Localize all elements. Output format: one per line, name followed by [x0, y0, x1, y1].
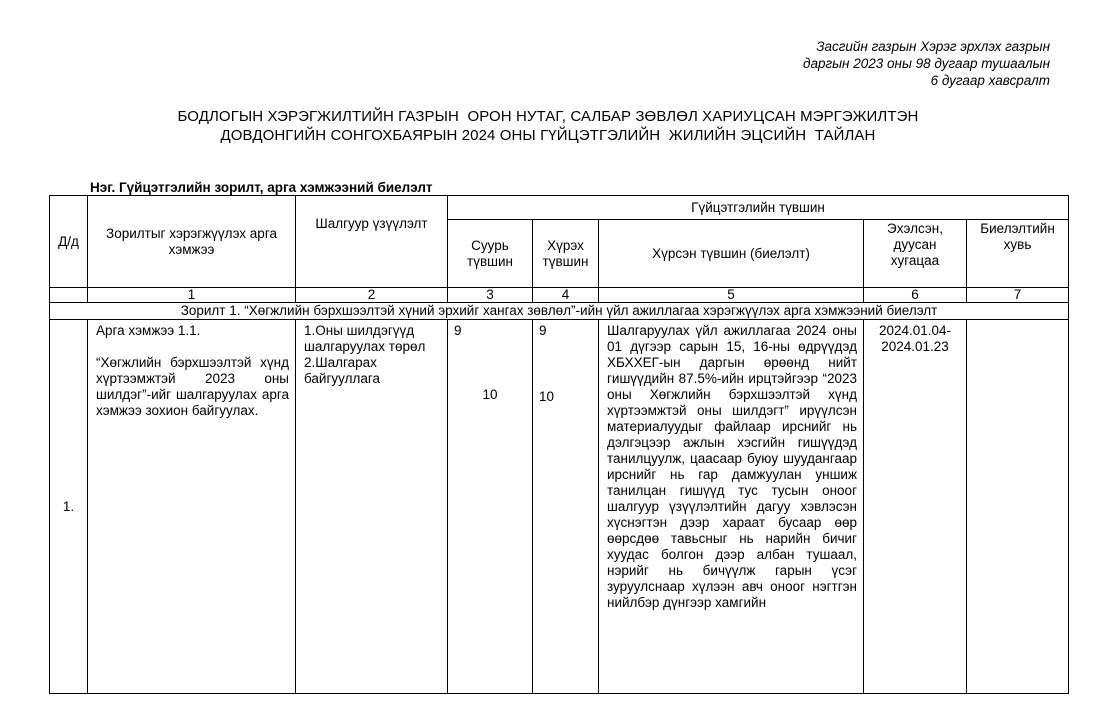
action-cell [88, 320, 296, 694]
task-row [50, 303, 1069, 320]
column-number: 1 [88, 288, 296, 303]
header-period: Эхэлсэн, дуусан хугацаа [864, 220, 967, 288]
report-title-line: ДОВДОНГИЙН СОНГОХБАЯРЫН 2024 ОНЫ ГҮЙЦЭТГЭЛИЙН ЖИЛИЙН ЭЦСИЙН ТАЙЛАН [220, 127, 876, 144]
performance-table [49, 195, 1069, 694]
base-cell [448, 320, 533, 694]
achieved-cell: Шалгаруулах үйл ажиллагаа 2024 оны 01 дүгээр сарын 15, 16-ны өдрүүдэд ХБХХЕГ-ын даргын өрөөнд нийт гишүүдийн 87.5%-ийн ирцтэйгээр “2023 оны Хөгжлийн бэрхшээлтэй хүнд хүртээмжтэй оны шилдэгт” ирүүлсэн материалуудыг файлаар ирснийг нь дэлгэцээр ажлын хэсгийн гишүүдэд танилцуулж, цаасаар буюу шуудангаар ирснийг нь гар дамжуулан уншиж танилцан гишүүд тус тусын оноог шалгуур үзүүлэлтийн дагуу хэвлэсэн хүснэгтэн дээр хараат бусаар өөр өөрсдөө тавьсныг нь нарийн бичиг хуудас болгон дээр албан тушаал, нэрийг нь бичүүлж гарын үсэг зуруулснаар хүлээн авч оноог нэгтгэн нийлбэр дүнгээр хамгийн [599, 320, 864, 694]
table-row [50, 320, 1069, 694]
percent-cell [967, 320, 1069, 694]
column-number-row [50, 288, 1069, 303]
column-number: 3 [448, 288, 533, 303]
target-value: 9 [539, 323, 547, 338]
column-number: 2 [296, 288, 448, 303]
header-indicator: Шалгуур үзүүлэлт [296, 196, 448, 288]
header-performance-level: Гүйцэтгэлийн түвшин [448, 196, 1069, 220]
annex-line: Засгийн газрын Хэрэг эрхлэх газрын [816, 39, 1050, 54]
column-number-blank [50, 288, 88, 303]
indicator-cell [296, 320, 448, 694]
period-cell: 2024.01.04-2024.01.23 [864, 320, 967, 694]
action-text: “Хөгжлийн бэрхшээлтэй хүнд хүртээмжтэй 2023 оны шилдэг”-ийг шалгаруулах арга хэмжээ зохион байгуулах. [96, 355, 289, 418]
header-achieved: Хүрсэн түвшин (биелэлт) [599, 220, 864, 288]
header-target: Хүрэх түвшин [533, 220, 599, 288]
target-cell [533, 320, 599, 694]
indicator-item: 1.Оны шилдэгүүд шалгаруулах төрөл [304, 323, 426, 354]
column-number: 7 [967, 288, 1069, 303]
action-title: Арга хэмжээ 1.1. [96, 323, 201, 338]
target-value: 10 [539, 389, 555, 404]
base-value: 10 [482, 387, 498, 402]
header-action: Зорилтыг хэрэгжүүлэх арга хэмжээ [88, 196, 296, 288]
header-percent: Биелэлтийн хувь [967, 220, 1069, 288]
annex-line: даргын 2023 оны 98 дугаар тушаалын [802, 56, 1050, 71]
indicator-item: 2.Шалгарах байгууллага [304, 355, 380, 386]
header-no: Д/д [50, 196, 88, 288]
base-value: 9 [454, 323, 462, 338]
row-number: 1. [50, 320, 88, 694]
annex-line: 6 дугаар хавсралт [930, 73, 1050, 88]
column-number: 5 [599, 288, 864, 303]
header-row [50, 196, 1069, 220]
annex-reference [803, 38, 1050, 89]
report-title-line: БОДЛОГЫН ХЭРЭГЖИЛТИЙН ГАЗРЫН ОРОН НУТАГ, САЛБАР ЗӨВЛӨЛ ХАРИУЦСАН МЭРГЭЖИЛТЭН [177, 108, 919, 125]
column-number: 6 [864, 288, 967, 303]
column-number: 4 [533, 288, 599, 303]
task-title: Зорилт 1. “Хөгжлийн бэрхшээлтэй хүний эрхийг хангах зөвлөл”-ийн үйл ажиллагаа хэрэгжүүлэх арга хэмжээний биелэлт [50, 303, 1069, 320]
report-title [0, 107, 1096, 145]
header-base: Суурь түвшин [448, 220, 533, 288]
section-heading: Нэг. Гүйцэтгэлийн зорилт, арга хэмжээний биелэлт [90, 180, 433, 195]
